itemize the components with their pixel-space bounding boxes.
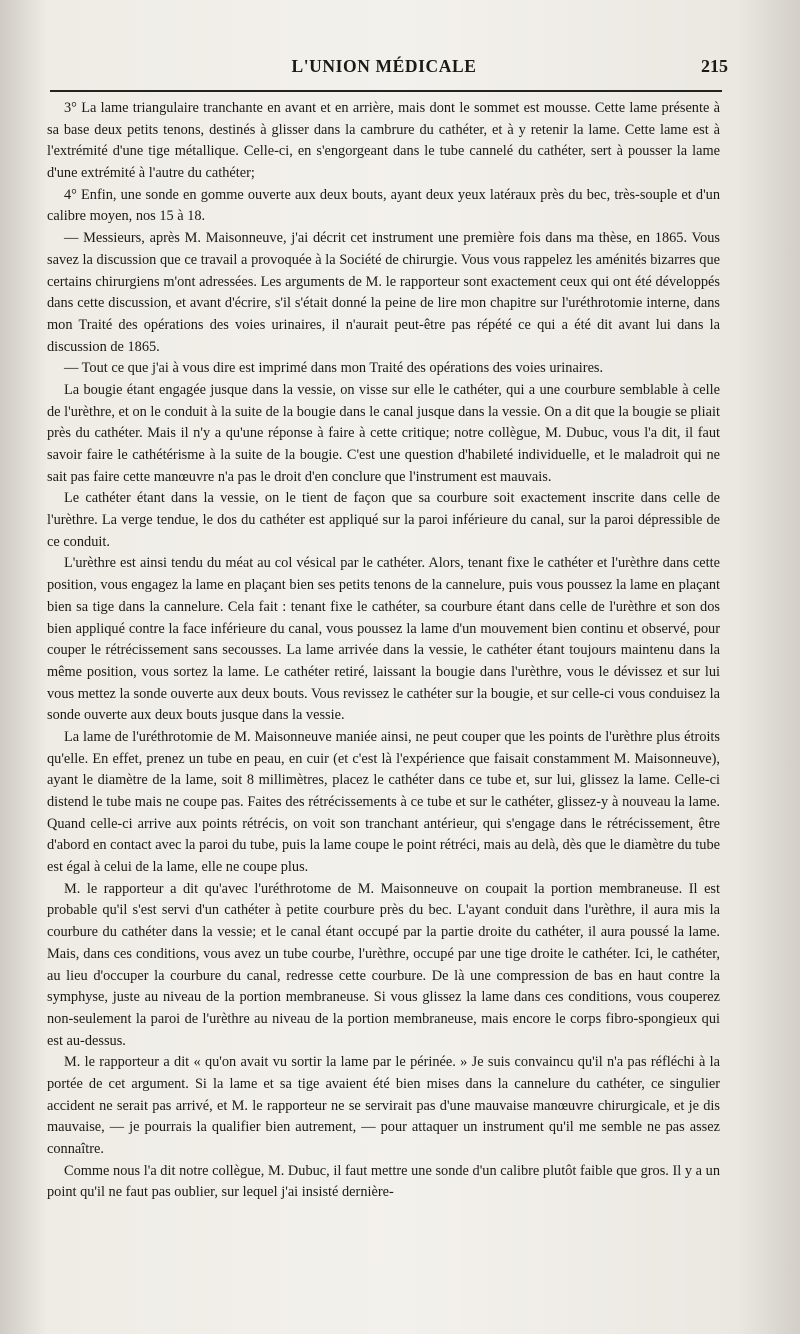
paragraph: La lame de l'uréthrotomie de M. Maisonneuve maniée ainsi, ne peut couper que les points de l'urèthre plus étroits qu'elle. En effet, prenez un tube en peau, en cuir (et c'est là l'expérience que faisait constamment M. Maisonneuve), ayant le diamètre de la lame, soit 8 millimètres, placez le cathéter dans ce tube et, sur lui, glissez la lame. Celle-ci distend le tube mais ne coupe pas. Faites des rétrécissements à ce tube et sur le cathéter, glissez-y à nouveau la lame. Quand celle-ci arrive aux points rétrécis, on voit son tranchant antérieur, qui s'engage dans le rétrécissement, être d'abord en contact avec la paroi du tube, puis la lame coupe le point rétréci, mais au delà, dès que le diamètre du tube est égal à celui de la lame, elle ne coupe plus. [47,728,720,876]
paragraph: 3° La lame triangulaire tranchante en avant et en arrière, mais dont le sommet est mousse. Cette lame présente à sa base deux petits tenons, destinés à glisser dans la cambrure du cathéter, et à y retenir la lame. Cette lame est à l'extrémité d'une tige métallique. Celle-ci, en s'engorgeant dans le tube cannelé du cathéter, sert à pousser la lame d'une extrémité à l'autre du cathéter; [47,100,720,182]
paragraph: La bougie étant engagée jusque dans la vessie, on visse sur elle le cathéter, qui a une courbure semblable à celle de l'urèthre, et on le conduit à la suite de la bougie dans le canal jusque dans la vessie. On a dit que la bougie se pliait près du cathéter. Mais il n'y a qu'une réponse à faire à cette critique; notre collègue, M. Dubuc, vous l'a dit, il faut savoir faire le cathétérisme à la suite de la bougie. C'est une question d'habileté individuelle, et le maladroit qui ne sait pas faire cette manœuvre n'a pas le droit d'en conclure que l'instrument est mauvais. [47,381,720,485]
paragraph: Comme nous l'a dit notre collègue, M. Dubuc, il faut mettre une sonde d'un calibre plutôt faible que gros. Il y a un point qu'il ne faut pas oublier, sur lequel j'ai insisté dernière- [47,1162,720,1201]
page-header [48,52,728,86]
paragraph: Le cathéter étant dans la vessie, on le tient de façon que sa courbure soit exactement inscrite dans celle de l'urèthre. La verge tendue, le dos du cathéter est appliqué sur la paroi inférieure du canal, sur la paroi dépressible de ce conduit. [47,490,720,550]
page-number: 215 [701,56,728,76]
paragraph: M. le rapporteur a dit « qu'on avait vu sortir la lame par le périnée. » Je suis convaincu qu'il n'a pas réfléchi à la portée de cet argument. Si la lame et sa tige avaient été bien mises dans la cannelure du cathéter, ce singulier accident ne serait pas arrivé, et M. le rapporteur ne se servirait pas d'une mauvaise manœuvre chirurgicale, et je dis mauvaise, — je pourrais la qualifier bien autrement, — pour attaquer un instrument qu'il me semble ne pas assez connaître. [47,1054,720,1157]
header-rule [50,90,722,92]
paragraph: — Messieurs, après M. Maisonneuve, j'ai décrit cet instrument une première fois dans ma thèse, en 1865. Vous savez la discussion que ce travail a provoquée à la Société de chirurgie. Vous vous rappelez les aménités bizarres que certains chirurgiens m'ont adressées. Les arguments de M. le rapporteur sont exactement ceux qui ont été développés dans cette discussion, et avant d'écrire, s'il s'était donné la peine de lire mon chapitre sur l'uréthrotomie interne, dans mon Traité des opérations des voies urinaires, il n'aurait peut-être pas répété ce qui a été dit avant lui dans la discussion de 1865. [47,230,720,355]
paragraph: L'urèthre est ainsi tendu du méat au col vésical par le cathéter. Alors, tenant fixe le cathéter et l'urèthre dans cette position, vous engagez la lame en plaçant bien ses petits tenons de la cannelure, puis vous poussez la lame en plaçant bien sa tige dans la cannelure. Cela fait : tenant fixe le cathéter, sa courbure étant dans celle de l'urèthre et son dos bien appliqué contre la face inférieure du canal, vous poussez la lame d'un mouvement bien continu et observé, pour couper le rétrécissement sans secousses. La lame arrivée dans la vessie, le cathéter étant toujours maintenu dans la même position, vous sortez la lame. Le cathéter retiré, laissant la bougie dans l'urèthre, vous le dévissez et sur lui vous mettez la sonde ouverte aux deux bouts. Vous revissez le cathéter sur la bougie, et sur celle-ci vous conduisez la sonde ouverte aux deux bouts jusque dans la vessie. [47,555,720,724]
paragraph: M. le rapporteur a dit qu'avec l'uréthrotome de M. Maisonneuve on coupait la portion membraneuse. Il est probable qu'il s'est servi d'un cathéter à petite courbure près du bec. L'ayant conduit dans l'urèthre, il aura mis la courbure du cathéter dans la vessie; et le canal étant occupé par la partie droite du cathéter, il aura poussé la lame. Mais, dans ces conditions, vous avez un tube courbe, l'urèthre, occupé par une tige droite le cathéter. Ici, le cathéter, au lieu d'occuper la courbure du canal, redresse cette courbure. De là une compression de bas en haut contre la symphyse, juste au niveau de la portion membraneuse. Si vous glissez la lame dans ces conditions, vous couperez non-seulement la paroi de l'urèthre au niveau de la portion membraneuse, mais encore le corps fibro-spongieux qui est au-dessus. [47,880,720,1049]
running-title: L'UNION MÉDICALE [291,56,477,76]
body-text [47,98,720,1204]
paragraph: — Tout ce que j'ai à vous dire est imprimé dans mon Traité des opérations des voies urinaires. [64,360,604,377]
paragraph: 4° Enfin, une sonde en gomme ouverte aux deux bouts, ayant deux yeux latéraux près du bec, très-souple et d'un calibre moyen, nos 15 à 18. [47,186,720,225]
